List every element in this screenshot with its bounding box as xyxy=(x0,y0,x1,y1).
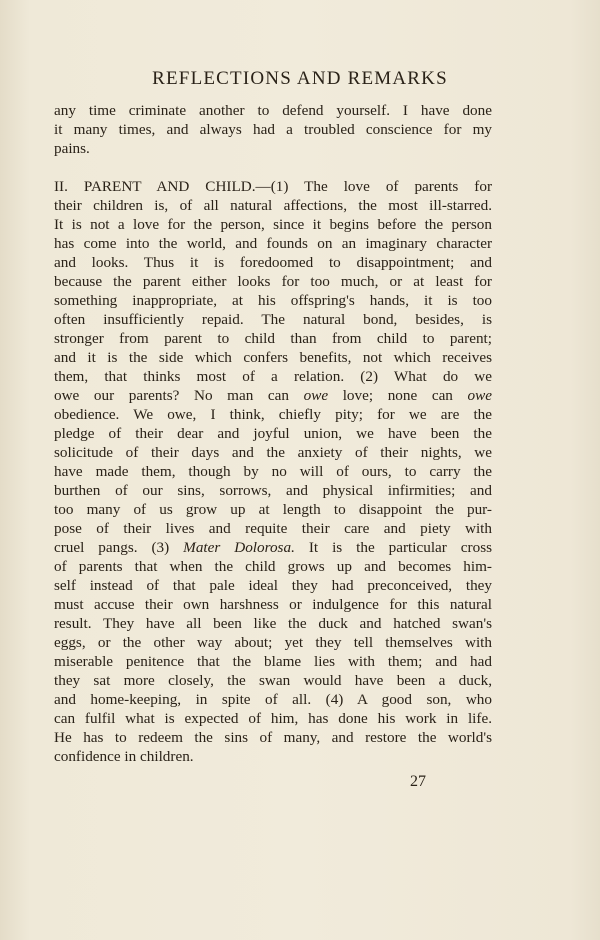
text-line-with-italics xyxy=(54,386,492,405)
italic-phrase: Mater Dolorosa. xyxy=(183,539,295,556)
text-line: self instead of that pale ideal they had preconceived, they xyxy=(54,577,492,594)
text-line: miserable penitence that the blame lies with them; and had xyxy=(54,653,492,670)
text-line: of parents that when the child grows up and becomes him- xyxy=(54,558,492,575)
text-line: eggs, or the other way about; yet they tell themselves with xyxy=(54,634,492,651)
text-line: and looks. Thus it is foredoomed to disappointment; and xyxy=(54,254,492,271)
text-line: It is not a love for the person, since it begins before the person xyxy=(54,216,492,233)
text-line: too many of us grow up at length to disappoint the pur- xyxy=(54,501,492,518)
italic-word: owe xyxy=(467,387,492,404)
section-heading-line: II. PARENT AND CHILD.—(1) The love of parents for xyxy=(54,178,492,195)
paragraph-continued xyxy=(54,101,492,158)
text-line: have made them, though by no will of ours, to carry the xyxy=(54,463,492,480)
text-line: and home-keeping, in spite of all. (4) A good son, who xyxy=(54,691,492,708)
text-line: it many times, and always had a troubled conscience for my xyxy=(54,121,492,138)
text-line: pains. xyxy=(54,140,90,157)
text-line: their children is, of all natural affections, the most ill-starred. xyxy=(54,197,492,214)
text-line: pose of their lives and requite their care and piety with xyxy=(54,520,492,537)
page-number: 27 xyxy=(410,773,426,790)
text-line: because the parent either looks for too much, or at least for xyxy=(54,273,492,290)
text-line: stronger from parent to child than from child to parent; xyxy=(54,330,492,347)
text-line: often insufficiently repaid. The natural bond, besides, is xyxy=(54,311,492,328)
text-line: He has to redeem the sins of many, and restore the world's xyxy=(54,729,492,746)
text-run: love; none can xyxy=(328,387,468,404)
running-head: REFLECTIONS AND REMARKS xyxy=(152,68,448,89)
text-line: can fulfil what is expected of him, has done his work in life. xyxy=(54,710,492,727)
text-line: pledge of their dear and joyful union, we have been the xyxy=(54,425,492,442)
text-line: and it is the side which confers benefits, not which receives xyxy=(54,349,492,366)
text-line: them, that thinks most of a relation. (2) What do we xyxy=(54,368,492,385)
text-line: confidence in children. xyxy=(54,748,194,765)
text-run: It is the particular cross xyxy=(294,539,493,556)
text-line: has come into the world, and founds on an imaginary character xyxy=(54,235,492,252)
text-line: any time criminate another to defend yourself. I have done xyxy=(54,102,492,119)
italic-word: owe xyxy=(303,387,329,404)
text-run: cruel pangs. (3) xyxy=(54,539,184,556)
paragraph-parent-and-child xyxy=(54,177,492,766)
text-line: something inappropriate, at his offspring's hands, it is too xyxy=(54,292,492,309)
text-line: obedience. We owe, I think, chiefly pity; for we are the xyxy=(54,406,492,423)
text-line: burthen of our sins, sorrows, and physical infirmities; and xyxy=(54,482,492,499)
text-line: solicitude of their days and the anxiety of their nights, we xyxy=(54,444,492,461)
text-run: owe our parents? No man can xyxy=(54,387,304,404)
text-line: result. They have all been like the duck and hatched swan's xyxy=(54,615,492,632)
text-line: must accuse their own harshness or indulgence for this natural xyxy=(54,596,492,613)
text-line: they sat more closely, the swan would have been a duck, xyxy=(54,672,492,689)
text-line-with-italics xyxy=(54,538,492,557)
